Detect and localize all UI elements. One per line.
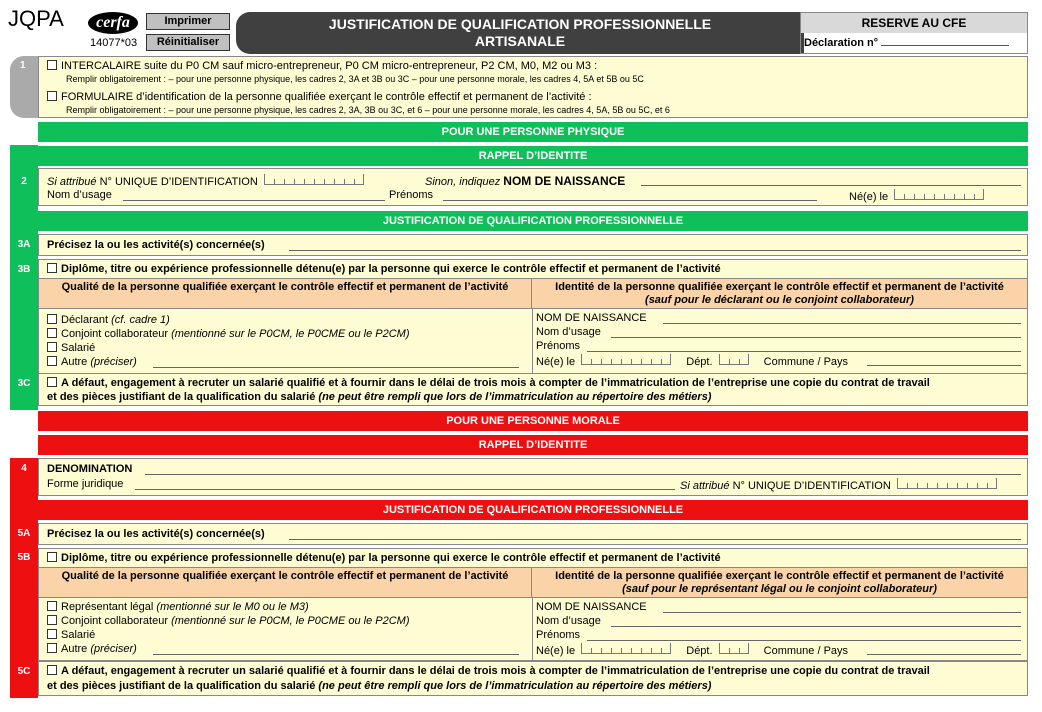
diplome-checkbox[interactable] xyxy=(47,263,57,273)
id-commune-field[interactable] xyxy=(867,365,1021,366)
morale-id-prenoms-field[interactable] xyxy=(587,640,1021,641)
morale-si-attribue: Si attribué xyxy=(680,480,730,492)
morale-conjoint-label: Conjoint collaborateur xyxy=(61,615,169,627)
morale-id-usage-label: Nom d’usage xyxy=(536,615,601,627)
section1-number: 1 xyxy=(20,60,26,71)
ne-le-field[interactable] xyxy=(894,189,984,200)
prenoms-field[interactable] xyxy=(443,200,817,201)
nom-naissance-label: NOM DE NAISSANCE xyxy=(503,174,626,188)
declaration-field[interactable] xyxy=(881,35,1009,46)
section3b-number: 3B xyxy=(17,264,31,275)
qualite-header: Qualité de la personne qualifiée exerçant le contrôle effectif et permanent de l’activité xyxy=(39,278,532,308)
section2-box xyxy=(38,168,1028,206)
id-prenoms-field[interactable] xyxy=(587,351,1021,352)
morale-salarie-label: Salarié xyxy=(61,629,96,641)
intercalaire-checkbox[interactable] xyxy=(47,60,57,70)
section5c-box: A défaut, engagement à recruter un salarié qualifié et à fournir dans le délai de trois mois à compter de l’immatriculation de l’entreprise une copie du contrat de travail et des pièces justifiant de la qualification du salarié (ne peut être rempli que lors de l’immatriculation au répertoire des métiers) xyxy=(38,661,1028,696)
morale-id-ne-label: Né(e) le xyxy=(536,645,576,657)
form-code: JQPA xyxy=(8,6,64,31)
morale-num-unique-label: N° UNIQUE D’IDENTIFICATION xyxy=(732,480,891,492)
morale-id-nom-field[interactable] xyxy=(663,612,1021,613)
nom-usage-field[interactable] xyxy=(123,200,385,201)
title-banner xyxy=(236,12,804,54)
defaut-checkbox[interactable] xyxy=(47,377,57,387)
section4-number: 4 xyxy=(21,463,27,474)
formulaire-note: Remplir obligatoirement : – pour une personne physique, les cadres 2, 3A, 3B ou 3C, et 6 – pour une personne morale, les cadres 4, 5A, 5B ou 5C, et 6 xyxy=(66,105,670,115)
section3c-number: 3C xyxy=(17,378,31,389)
num-unique-field[interactable] xyxy=(264,174,364,185)
id-dept-field[interactable] xyxy=(719,354,749,365)
morale-defaut-line2: et des pièces justifiant de la qualification du salarié xyxy=(47,680,316,692)
identite-header: Identité de la personne qualifiée exerçant le contrôle effectif et permanent de l’activité (sauf pour le déclarant ou le conjoint collaborateur) xyxy=(532,278,1027,308)
form-number: 14077*03 xyxy=(90,37,138,49)
morale-id-ne-field[interactable] xyxy=(581,643,671,654)
form-title-line1: JUSTIFICATION DE QUALIFICATION PROFESSIONNELLE xyxy=(328,16,712,32)
forme-juridique-label: Forme juridique xyxy=(47,478,124,490)
morale-precisez-label: Précisez la ou les activité(s) concernée(s) xyxy=(47,528,265,540)
morale-autre-label: Autre xyxy=(61,643,88,655)
autre-label: Autre xyxy=(61,356,88,368)
morale-id-commune-label: Commune / Pays xyxy=(763,645,849,657)
reserve-box xyxy=(800,12,1028,54)
section5c-number: 5C xyxy=(17,666,31,677)
morale-defaut-line1: A défaut, engagement à recruter un salarié qualifié et à fournir dans le délai de trois mois à compter de l’immatriculation de l’entreprise une copie du contrat de travail xyxy=(61,665,930,677)
morale-band: POUR UNE PERSONNE MORALE xyxy=(38,411,1028,431)
morale-gutter xyxy=(10,458,38,698)
morale-conjoint-checkbox[interactable] xyxy=(47,615,57,625)
autre-checkbox[interactable] xyxy=(47,356,57,366)
morale-autre-field[interactable] xyxy=(153,654,519,655)
defaut-line1: A défaut, engagement à recruter un salarié qualifié et à fournir dans le délai de trois mois à compter de l’immatriculation de l’entreprise une copie du contrat de travail xyxy=(61,377,930,389)
morale-qualite-header: Qualité de la personne qualifiée exerçant le contrôle effectif et permanent de l’activité xyxy=(39,567,532,597)
declaration-label: Déclaration n° xyxy=(804,37,879,49)
morale-id-dept-field[interactable] xyxy=(719,643,749,654)
salarie-checkbox[interactable] xyxy=(47,342,57,352)
section3b-box: Diplôme, titre ou expérience professionnelle détenu(e) par la personne qui exerce le contrôle effectif et permanent de l’activité Qualité de la personne qualifiée exerçant le contrôle effectif et permanent de l’activité Identité de la personne qualifiée exerçant le contrôle effectif et permanent de l’activité (sauf pour le déclarant ou le conjoint collaborateur) Déclarant (cf. cadre 1) Conjoint collaborateur (mentionné sur le P0CM, le P0CME ou le P2CM) Salarié Autre (préciser) NOM DE NAISSANCE Nom d’usage Prénoms Né(e) le Dépt. Commune / Pays xyxy=(38,259,1028,374)
morale-id-usage-field[interactable] xyxy=(611,626,1021,627)
forme-juridique-field[interactable] xyxy=(135,489,675,490)
formulaire-checkbox[interactable] xyxy=(47,91,57,101)
physique-justif-band: JUSTIFICATION DE QUALIFICATION PROFESSIONNELLE xyxy=(38,211,1028,231)
intercalaire-label: INTERCALAIRE suite du P0 CM sauf micro-entrepreneur, P0 CM micro-entrepreneur, P2 CM, M0, M2 ou M3 : xyxy=(61,60,598,72)
physique-band: POUR UNE PERSONNE PHYSIQUE xyxy=(38,122,1028,142)
id-prenoms-label: Prénoms xyxy=(536,340,581,352)
morale-identite-header: Identité de la personne qualifiée exerçant le contrôle effectif et permanent de l’activité (sauf pour le représentant légal ou le conjoint collaborateur) xyxy=(532,567,1027,597)
cerfa-logo: cerfa xyxy=(88,12,138,34)
representant-checkbox[interactable] xyxy=(47,601,57,611)
id-nom-label: NOM DE NAISSANCE xyxy=(536,312,647,324)
precisez-label: Précisez la ou les activité(s) concernée(s) xyxy=(47,239,265,251)
denomination-label: DENOMINATION xyxy=(47,463,133,475)
morale-id-commune-field[interactable] xyxy=(867,654,1021,655)
morale-id-dept-label: Dépt. xyxy=(686,645,713,657)
id-dept-label: Dépt. xyxy=(686,356,713,368)
representant-label: Représentant légal xyxy=(61,601,154,613)
precisez-field[interactable] xyxy=(289,250,1021,251)
diplome-label: Diplôme, titre ou expérience professionnelle détenu(e) par la personne qui exerce le contrôle effectif et permanent de l’activité xyxy=(61,263,721,275)
morale-rappel-band: RAPPEL D’IDENTITE xyxy=(38,435,1028,455)
ne-le-label: Né(e) le xyxy=(849,191,889,203)
si-attribue-label: Si attribué xyxy=(47,176,97,188)
num-unique-label: N° UNIQUE D’IDENTIFICATION xyxy=(99,176,258,188)
section3c-box: A défaut, engagement à recruter un salarié qualifié et à fournir dans le délai de trois mois à compter de l’immatriculation de l’entreprise une copie du contrat de travail et des pièces justifiant de la qualification du salarié (ne peut être rempli que lors de l’immatriculation au répertoire des métiers) xyxy=(38,373,1028,406)
morale-diplome-checkbox[interactable] xyxy=(47,552,57,562)
section1-box xyxy=(38,56,1028,118)
id-ne-field[interactable] xyxy=(581,354,671,365)
defaut-line2: et des pièces justifiant de la qualification du salarié xyxy=(47,391,316,403)
section3a-box xyxy=(38,234,1028,256)
print-button[interactable]: Imprimer xyxy=(146,13,230,30)
morale-salarie-checkbox[interactable] xyxy=(47,629,57,639)
autre-field[interactable] xyxy=(153,367,519,368)
section5a-number: 5A xyxy=(17,528,31,539)
sinon-label: Sinon, indiquez xyxy=(425,176,501,188)
formulaire-label: FORMULAIRE d’identification de la personne qualifiée exerçant le contrôle effectif et permanent de l’activité : xyxy=(61,91,592,103)
morale-num-unique-field[interactable] xyxy=(897,478,997,489)
nom-naissance-field[interactable] xyxy=(641,185,1021,186)
conjoint-checkbox[interactable] xyxy=(47,328,57,338)
morale-autre-checkbox[interactable] xyxy=(47,643,57,653)
morale-precisez-field[interactable] xyxy=(289,539,1021,540)
declarant-checkbox[interactable] xyxy=(47,314,57,324)
morale-id-nom-label: NOM DE NAISSANCE xyxy=(536,601,647,613)
morale-diplome-label: Diplôme, titre ou expérience professionnelle détenu(e) par la personne qui exerce le contrôle effectif et permanent de l’activité xyxy=(61,552,721,564)
salarie-label: Salarié xyxy=(61,342,96,354)
section3a-number: 3A xyxy=(17,239,31,250)
form-title-line2: ARTISANALE xyxy=(474,33,566,49)
section4-box xyxy=(38,458,1028,496)
denomination-field[interactable] xyxy=(145,474,1021,475)
section5b-box: Diplôme, titre ou expérience professionnelle détenu(e) par la personne qui exerce le contrôle effectif et permanent de l’activité Qualité de la personne qualifiée exerçant le contrôle effectif et permanent de l’activité Identité de la personne qualifiée exerçant le contrôle effectif et permanent de l’activité (sauf pour le représentant légal ou le conjoint collaborateur) Représentant légal (mentionné sur le M0 ou le M3) Conjoint collaborateur (mentionné sur le P0CM, le P0CME ou le P2CM) Salarié Autre (préciser) NOM DE NAISSANCE Nom d’usage Prénoms Né(e) le Dépt. Commune / Pays xyxy=(38,548,1028,661)
conjoint-label: Conjoint collaborateur xyxy=(61,328,169,340)
prenoms-label: Prénoms xyxy=(389,189,434,201)
physique-rappel-band: RAPPEL D’IDENTITE xyxy=(38,146,1028,166)
declarant-label: Déclarant xyxy=(61,314,109,326)
reset-button[interactable]: Réinitialiser xyxy=(146,34,230,51)
id-ne-label: Né(e) le xyxy=(536,356,576,368)
id-usage-label: Nom d’usage xyxy=(536,326,601,338)
reserve-label: RESERVE AU CFE xyxy=(801,13,1027,33)
morale-defaut-checkbox[interactable] xyxy=(47,665,57,675)
intercalaire-note: Remplir obligatoirement : – pour une personne physique, les cadres 2, 3A et 3B ou 3C – pour une personne morale, les cadres 4, 5A et 5B ou 5C xyxy=(66,74,644,84)
id-commune-label: Commune / Pays xyxy=(763,356,849,368)
morale-justif-band: JUSTIFICATION DE QUALIFICATION PROFESSIONNELLE xyxy=(38,500,1028,520)
morale-id-prenoms-label: Prénoms xyxy=(536,629,581,641)
id-usage-field[interactable] xyxy=(611,337,1021,338)
id-nom-field[interactable] xyxy=(663,323,1021,324)
section2-number: 2 xyxy=(21,176,27,187)
section5a-box xyxy=(38,523,1028,545)
nom-usage-label: Nom d’usage xyxy=(47,189,112,201)
section5b-number: 5B xyxy=(17,552,31,563)
